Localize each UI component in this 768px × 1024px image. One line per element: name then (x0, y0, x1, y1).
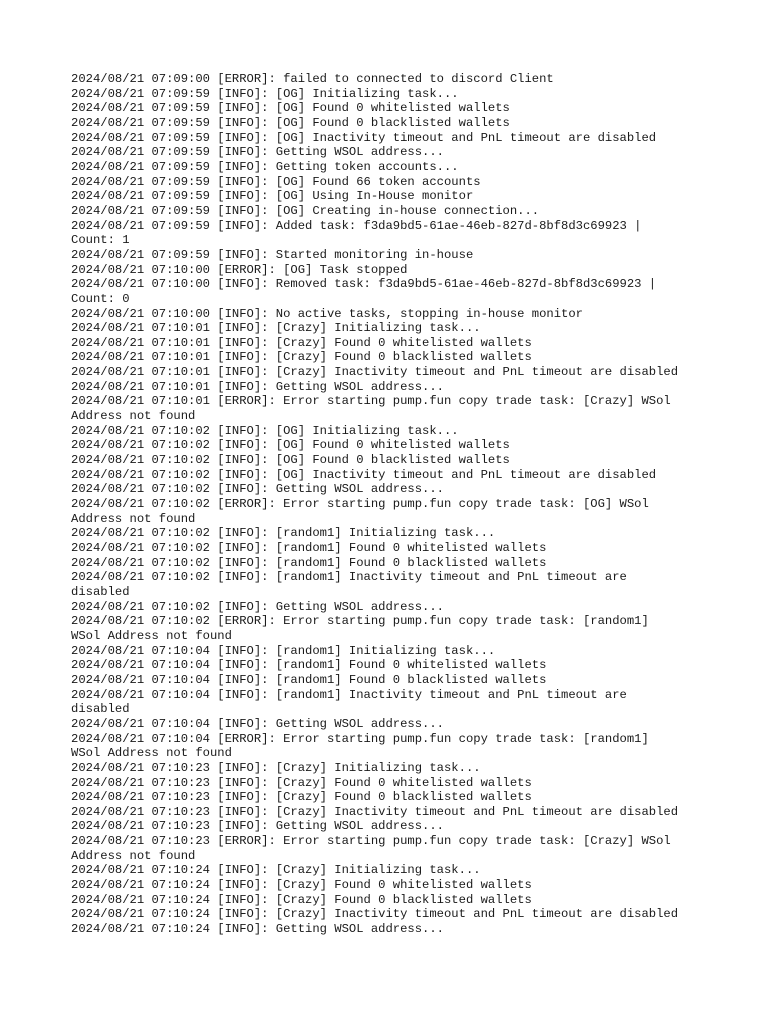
log-line: 2024/08/21 07:10:24 [INFO]: [Crazy] Found 0 whitelisted wallets (71, 878, 532, 893)
log-line: 2024/08/21 07:10:02 [INFO]: [OG] Inactivity timeout and PnL timeout are disabled (71, 467, 657, 482)
log-line: 2024/08/21 07:10:01 [INFO]: [Crazy] Found 0 whitelisted wallets (71, 335, 532, 350)
log-line: 2024/08/21 07:10:04 [INFO]: Getting WSOL address... (71, 716, 444, 731)
log-line: 2024/08/21 07:10:01 [INFO]: [Crazy] Initializing task... (71, 321, 481, 336)
log-line: 2024/08/21 07:10:24 [INFO]: [Crazy] Initializing task... (71, 863, 481, 878)
log-line: 2024/08/21 07:10:00 [INFO]: No active tasks, stopping in-house monitor (71, 306, 583, 321)
log-line: 2024/08/21 07:10:23 [INFO]: Getting WSOL address... (71, 819, 444, 834)
log-line: 2024/08/21 07:09:59 [INFO]: [OG] Found 66 token accounts (71, 174, 481, 189)
log-line: 2024/08/21 07:10:04 [ERROR]: Error starting pump.fun copy trade task: [random1] WSol Address not found (71, 731, 649, 761)
log-line: 2024/08/21 07:10:02 [INFO]: [random1] Found 0 whitelisted wallets (71, 541, 547, 555)
log-line: 2024/08/21 07:09:59 [INFO]: Added task: f3da9bd5-61ae-46eb-827d-8bf8d3c69923 | Count: 1 (71, 218, 642, 248)
log-line: 2024/08/21 07:10:01 [INFO]: Getting WSOL address... (71, 379, 444, 394)
log-line: 2024/08/21 07:10:02 [INFO]: [random1] Inactivity timeout and PnL timeout are disabled (71, 570, 627, 599)
log-line: 2024/08/21 07:09:59 [INFO]: [OG] Found 0 whitelisted wallets (71, 101, 510, 116)
log-line: 2024/08/21 07:09:59 [INFO]: Getting token accounts... (71, 159, 459, 174)
log-line: 2024/08/21 07:09:59 [INFO]: [OG] Using In-House monitor (71, 189, 474, 204)
log-line: 2024/08/21 07:10:02 [INFO]: [OG] Found 0 whitelisted wallets (71, 438, 510, 453)
log-line: 2024/08/21 07:10:04 [INFO]: [random1] Found 0 blacklisted wallets (71, 672, 547, 687)
log-line: 2024/08/21 07:10:02 [INFO]: Getting WSOL address... (71, 599, 444, 614)
log-line: 2024/08/21 07:09:59 [INFO]: Started monitoring in-house (71, 247, 474, 262)
log-line: 2024/08/21 07:09:59 [INFO]: [OG] Inactivity timeout and PnL timeout are disabled (71, 130, 657, 145)
log-line: 2024/08/21 07:09:59 [INFO]: [OG] Found 0 blacklisted wallets (71, 115, 510, 130)
log-line: 2024/08/21 07:09:00 [ERROR]: failed to connected to discord Client (71, 72, 554, 86)
log-line: 2024/08/21 07:10:00 [ERROR]: [OG] Task stopped (71, 262, 408, 277)
log-line: 2024/08/21 07:10:04 [INFO]: [random1] Initializing task... (71, 643, 496, 658)
log-line: 2024/08/21 07:10:02 [INFO]: [random1] Found 0 blacklisted wallets (71, 555, 547, 570)
log-line: 2024/08/21 07:10:24 [INFO]: [Crazy] Inactivity timeout and PnL timeout are disabled (71, 907, 679, 922)
log-line: 2024/08/21 07:09:59 [INFO]: [OG] Initializing task... (71, 86, 459, 101)
log-line: 2024/08/21 07:10:02 [INFO]: [random1] Initializing task... (71, 526, 496, 541)
log-line: 2024/08/21 07:09:59 [INFO]: Getting WSOL address... (71, 145, 444, 160)
log-line: 2024/08/21 07:10:04 [INFO]: [random1] Inactivity timeout and PnL timeout are disabled (71, 687, 627, 717)
log-line: 2024/08/21 07:10:02 [ERROR]: Error starting pump.fun copy trade task: [OG] WSol Address not found (71, 497, 649, 526)
log-line: 2024/08/21 07:10:02 [ERROR]: Error starting pump.fun copy trade task: [random1] WSol Address not found (71, 614, 649, 643)
log-line: 2024/08/21 07:10:23 [INFO]: [Crazy] Found 0 blacklisted wallets (71, 790, 532, 805)
log-line: 2024/08/21 07:10:02 [INFO]: [OG] Found 0 blacklisted wallets (71, 453, 510, 468)
log-line: 2024/08/21 07:09:59 [INFO]: [OG] Creating in-house connection... (71, 203, 540, 218)
log-line: 2024/08/21 07:10:01 [INFO]: [Crazy] Found 0 blacklisted wallets (71, 350, 532, 365)
log-line: 2024/08/21 07:10:24 [INFO]: Getting WSOL address... (71, 922, 444, 937)
log-output (71, 72, 701, 937)
log-line: 2024/08/21 07:10:23 [INFO]: [Crazy] Inactivity timeout and PnL timeout are disabled (71, 804, 679, 819)
log-line: 2024/08/21 07:10:24 [INFO]: [Crazy] Found 0 blacklisted wallets (71, 892, 532, 907)
log-line: 2024/08/21 07:10:01 [ERROR]: Error starting pump.fun copy trade task: [Crazy] WSol Address not found (71, 394, 671, 424)
log-line: 2024/08/21 07:10:01 [INFO]: [Crazy] Inactivity timeout and PnL timeout are disabled (71, 365, 679, 380)
log-line: 2024/08/21 07:10:02 [INFO]: Getting WSOL address... (71, 482, 444, 497)
log-line: 2024/08/21 07:10:04 [INFO]: [random1] Found 0 whitelisted wallets (71, 658, 547, 673)
log-line: 2024/08/21 07:10:02 [INFO]: [OG] Initializing task... (71, 423, 459, 438)
log-line: 2024/08/21 07:10:23 [INFO]: [Crazy] Found 0 whitelisted wallets (71, 775, 532, 790)
log-line: 2024/08/21 07:10:00 [INFO]: Removed task: f3da9bd5-61ae-46eb-827d-8bf8d3c69923 | Count: 0 (71, 277, 657, 306)
log-line: 2024/08/21 07:10:23 [INFO]: [Crazy] Initializing task... (71, 760, 481, 775)
log-line: 2024/08/21 07:10:23 [ERROR]: Error starting pump.fun copy trade task: [Crazy] WSol Address not found (71, 834, 671, 863)
